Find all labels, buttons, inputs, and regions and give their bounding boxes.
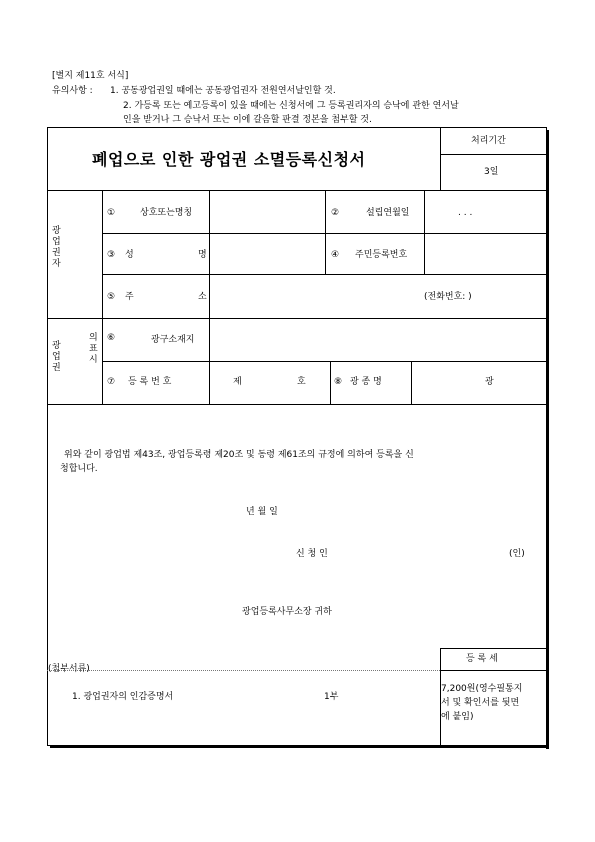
mid-divider-bottom [330,361,331,404]
field-3-label-a: 성 [125,250,134,260]
field-7-value-a: 제 [233,377,242,387]
field-5-label-a: 주 [125,292,134,302]
notes-label: 유의사항 : [52,86,93,96]
field-2-number: ② [331,208,340,218]
field-7-number: ⑦ [107,377,116,387]
fee-line-1: 7,200원(영수필통지 [441,684,523,694]
field-8-number: ⑧ [334,377,343,387]
processing-label: 처리기간 [471,136,506,146]
fee-label-line [440,670,546,671]
phone-field: (전화번호: ) [424,292,472,302]
row-line [47,404,546,405]
note-2-line-1: 2. 가등록 또는 예고등록이 있을 때에는 신청서에 그 등록권리자의 승낙에 관한 연서날 [123,101,459,111]
field-6-label: 광구소재지 [151,335,195,345]
seal-mark: (인) [509,549,525,559]
row-line [47,190,546,191]
form-title: 폐업으로 인한 광업권 소멸등록신청서 [92,150,366,169]
field-5-number: ⑤ [107,292,116,302]
recipient: 광업등록사무소장 귀하 [242,607,332,617]
fee-line-2: 서 및 확인서를 뒷면 [441,698,520,708]
row-line [102,233,546,234]
field-2-label: 설립연월일 [366,208,410,218]
attachments-label: (첨부서류) [48,664,90,674]
field-6-number: ⑥ [107,333,116,343]
fee-top-line [440,648,546,649]
note-1: 1. 공동광업권일 때에는 공동광업권자 전원연서날인할 것. [110,86,336,96]
field-3-label-b: 명 [198,250,207,260]
processing-divider [440,154,546,155]
field-5-label-b: 소 [198,292,207,302]
fee-divider [440,648,441,745]
fee-line-3: 에 붙임) [441,712,474,722]
field-8-value: 광 [485,377,494,387]
form-number: [별지 제11호 서식] [52,71,129,81]
mine-side-label-right: 의 표 시 [89,333,98,365]
field-2-value: . . . [458,208,473,218]
application-text-line-2: 청합니다. [60,464,98,474]
row-line [47,318,546,319]
mine-side-label-left: 광 업 권 [52,341,61,373]
fee-label: 등 록 세 [466,654,498,664]
note-2-line-2: 인을 받거나 그 승낙서 또는 이에 갈음할 판결 정본을 첨부할 것. [123,115,372,125]
application-text-line-1: 위와 같이 광업법 제43조, 광업등록령 제20조 및 동령 제61조의 규정에 의하여 등록을 신 [64,450,414,460]
attachment-qty: 1부 [324,692,339,702]
attachment-item: 1. 광업권자의 인감증명서 [72,692,174,702]
title-divider [440,128,441,190]
field-1-label: 상호또는명칭 [140,208,193,218]
holder-side-label: 광 업 권 자 [52,226,61,269]
processing-value: 3일 [484,167,499,177]
applicant-label: 신 청 인 [296,549,328,559]
attachment-line [47,670,440,671]
field-7-label: 등 록 번 호 [128,377,172,387]
mid-divider-top [325,190,326,274]
field-3-number: ③ [107,250,116,260]
label-divider [209,190,210,404]
field-7-value-b: 호 [297,377,306,387]
right-divider-top [424,190,425,274]
application-date: 년 월 일 [246,507,278,517]
field-4-number: ④ [331,250,340,260]
right-divider-bottom [411,361,412,404]
row-line [102,361,546,362]
side-divider [102,190,103,404]
field-8-label: 광 종 명 [350,377,382,387]
field-1-number: ① [107,208,116,218]
field-4-label: 주민등록번호 [355,250,408,260]
row-line [102,274,546,275]
